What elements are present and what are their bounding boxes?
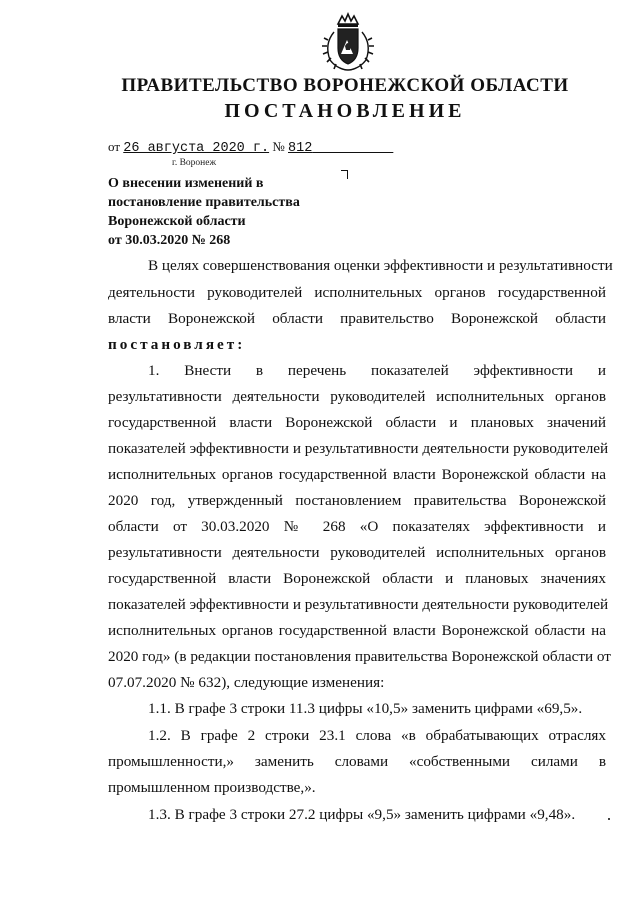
body-line: показателей эффективности и результативности деятельности руководителей bbox=[108, 596, 609, 613]
subject-line: постановление правительства bbox=[108, 195, 300, 210]
amendment-1-1: 1.1. В графе 3 строки 11.3 цифры «10,5» заменить цифрами «69,5». bbox=[148, 700, 583, 717]
body-line: государственной власти Воронежской области и плановых значениях bbox=[108, 570, 606, 587]
date-prefix: от bbox=[108, 139, 121, 154]
body-line: исполнительных органов государственной власти Воронежской области на bbox=[108, 622, 606, 639]
body-line: области от 30.03.2020 № 268 «О показателях эффективности и bbox=[108, 518, 606, 535]
date-number-line bbox=[108, 139, 393, 156]
subject-corner-mark bbox=[341, 170, 348, 179]
body-line: промышленном производстве,». bbox=[108, 779, 316, 796]
subject-line: от 30.03.2020 № 268 bbox=[108, 233, 231, 248]
body-line: В целях совершенствования оценки эффективности и результативности bbox=[148, 257, 613, 274]
document-date: 26 августа 2020 г. bbox=[123, 141, 270, 156]
body-line: 07.07.2020 № 632), следующие изменения: bbox=[108, 674, 385, 691]
body-line: власти Воронежской области правительство Воронежской области bbox=[108, 310, 606, 327]
document-place: г. Воронеж bbox=[172, 158, 217, 168]
body-line: 2020 год» (в редакции постановления правительства Воронежской области от bbox=[108, 648, 611, 665]
body-line: 2020 год, утвержденный постановлением правительства Воронежской bbox=[108, 492, 606, 509]
number-label: № bbox=[272, 139, 285, 154]
subject-line: Воронежской области bbox=[108, 214, 246, 229]
body-line: результативности деятельности руководителей исполнительных органов bbox=[108, 544, 606, 561]
body-line-decree-word: постановляет: bbox=[108, 336, 246, 353]
voronezh-coat-of-arms-icon bbox=[316, 10, 380, 74]
coat-of-arms-emblem bbox=[316, 10, 380, 74]
body-line: 1. Внести в перечень показателей эффективности и bbox=[148, 362, 606, 379]
body-line: показателей эффективности и результативности деятельности руководителей bbox=[108, 440, 609, 457]
body-line: результативности деятельности руководителей исполнительных органов bbox=[108, 388, 606, 405]
body-line: государственной власти Воронежской области и плановых значений bbox=[108, 414, 606, 431]
organization-title: ПРАВИТЕЛЬСТВО ВОРОНЕЖСКОЙ ОБЛАСТИ bbox=[121, 75, 569, 96]
body-line: промышленности,» заменить словами «собственными силами в bbox=[108, 753, 606, 770]
document-type-title: ПОСТАНОВЛЕНИЕ bbox=[224, 100, 466, 122]
amendment-1-3: 1.3. В графе 3 строки 27.2 цифры «9,5» заменить цифрами «9,48». bbox=[148, 806, 576, 823]
body-line: исполнительных органов государственной власти Воронежской области на bbox=[108, 466, 606, 483]
document-number: 812 bbox=[288, 141, 313, 156]
document-subject bbox=[108, 174, 300, 250]
scan-speck bbox=[608, 818, 610, 820]
body-line: деятельности руководителей исполнительных органов государственной bbox=[108, 284, 606, 301]
amendment-1-2: 1.2. В графе 2 строки 23.1 слова «в обрабатывающих отраслях bbox=[148, 727, 606, 744]
subject-line: О внесении изменений в bbox=[108, 176, 264, 191]
